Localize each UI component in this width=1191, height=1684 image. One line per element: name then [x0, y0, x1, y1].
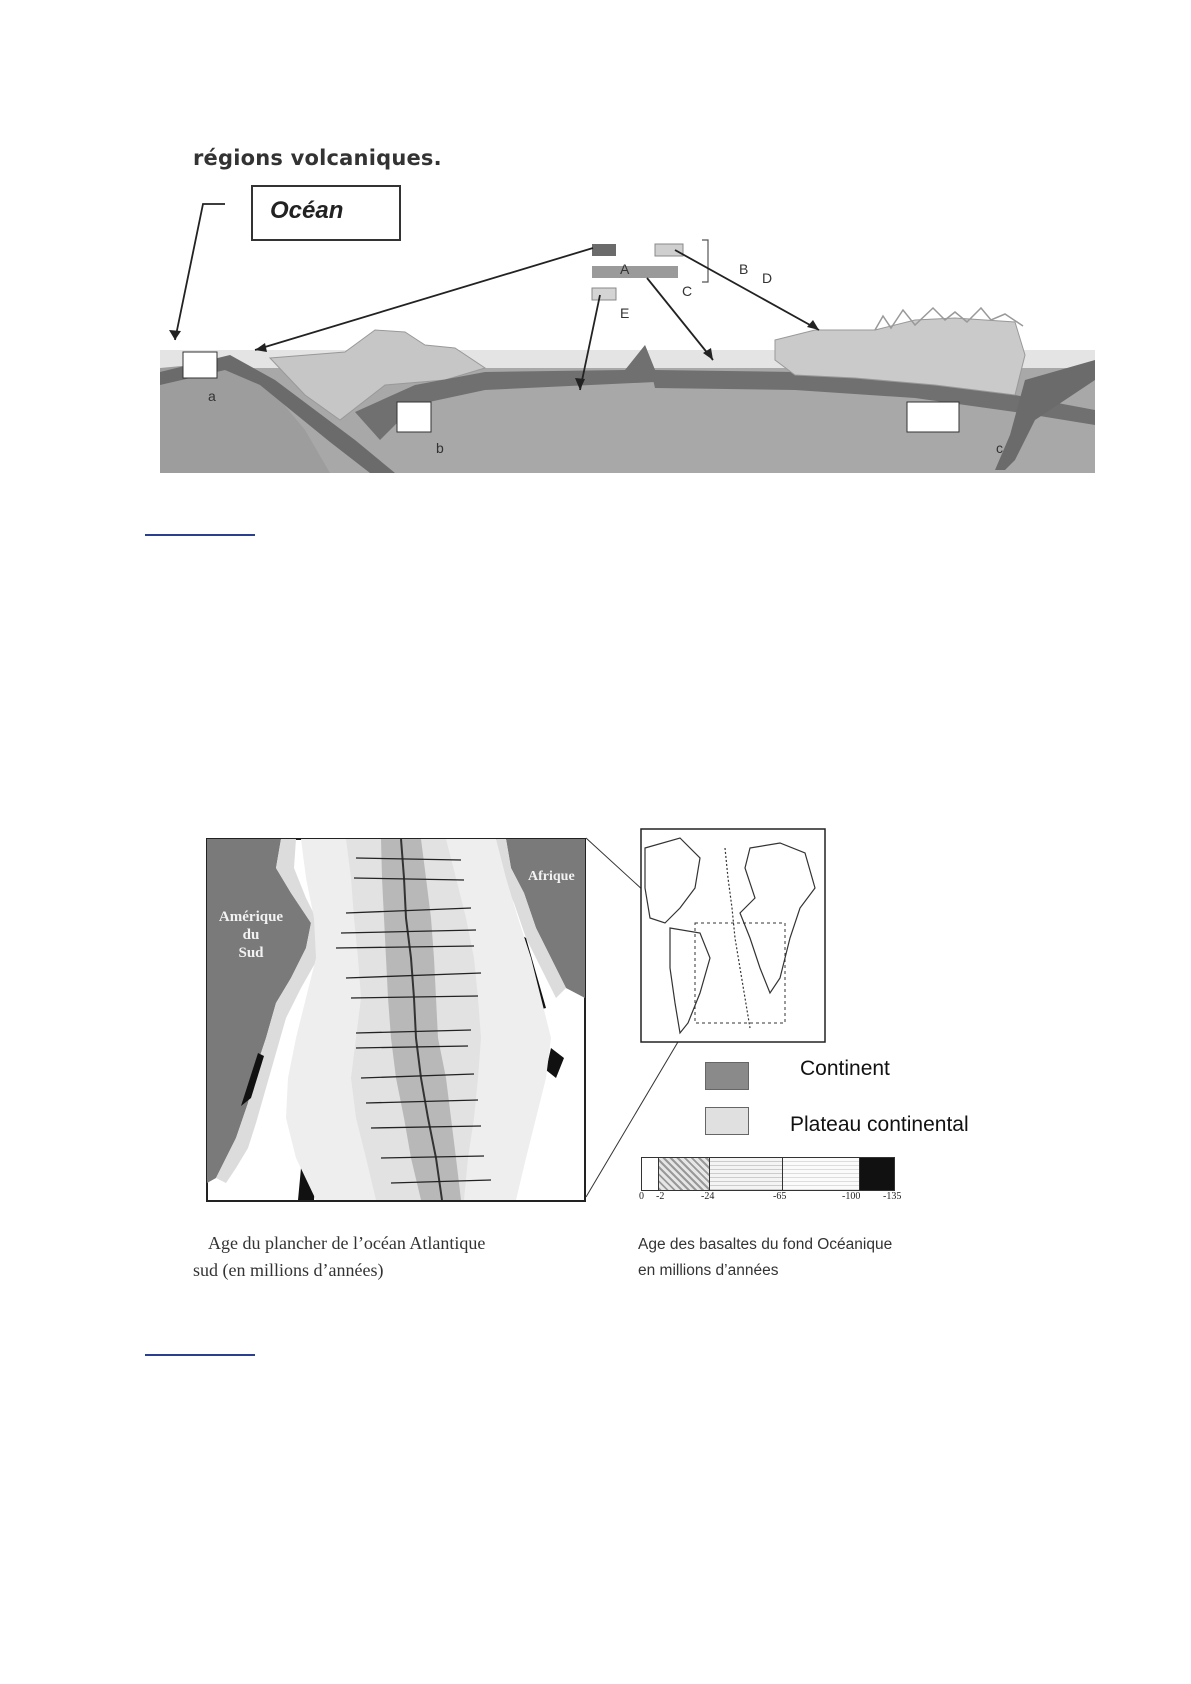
scale-tick-2: -2: [656, 1191, 665, 1202]
section-separator-1: [145, 534, 255, 536]
scale-segment-2-24: [659, 1158, 710, 1190]
box-a: [183, 352, 217, 378]
scale-tick-65: -65: [773, 1191, 787, 1202]
label-africa: Afrique: [528, 869, 575, 884]
legend-swatch-e: [592, 288, 616, 300]
world-map-inset: [640, 828, 826, 1043]
legend-swatch-a: [592, 244, 616, 256]
caption-left-line1: Age du plancher de l’océan Atlantique: [208, 1233, 486, 1253]
caption-right-line2: en millions d’années: [638, 1262, 779, 1279]
scale-segment-100-135: [860, 1158, 894, 1190]
label-south-america: Amérique du Sud: [218, 909, 284, 961]
age-scale-bar: [641, 1157, 895, 1191]
legend-label-continent: Continent: [800, 1057, 890, 1080]
caption-left-line2: sud (en millions d’années): [193, 1260, 384, 1280]
legend-swatch-c: [592, 266, 678, 278]
scale-segment-65-100: [783, 1158, 860, 1190]
box-label-b: b: [436, 440, 444, 456]
box-b: [397, 402, 431, 432]
legend-label-plateau: Plateau continental: [790, 1113, 969, 1136]
arrow-c-to-right-plate: [647, 278, 713, 360]
section-separator-2: [145, 1354, 255, 1356]
arrowhead-ocean: [169, 330, 181, 340]
legend-label-c: C: [682, 283, 693, 299]
scale-segment-24-65: [710, 1158, 783, 1190]
arrow-ocean-to-a: [175, 204, 225, 340]
scale-tick-135: -135: [883, 1191, 902, 1202]
box-label-a: a: [208, 388, 216, 404]
scale-tick-0: 0: [639, 1191, 644, 1202]
atlantic-seafloor-age-map: [206, 838, 586, 1202]
scale-tick-100: -100: [842, 1191, 861, 1202]
legend-label-e: E: [620, 305, 630, 321]
arrowhead-b: [807, 320, 819, 330]
legend-swatch-b: [655, 244, 683, 256]
caption-right-line1: Age des basaltes du fond Océanique: [638, 1236, 893, 1253]
arrow-a-to-left-slab: [255, 248, 593, 350]
box-label-c: c: [996, 440, 1003, 456]
legend-label-b: B: [739, 261, 749, 277]
legend-brace-d: [702, 240, 708, 282]
box-c: [907, 402, 959, 432]
scale-segment-0-2: [642, 1158, 659, 1190]
legend-swatch-plateau: [705, 1107, 749, 1135]
ocean-label: Océan: [270, 197, 344, 224]
legend-label-a: A: [620, 261, 630, 277]
legend-label-d: D: [762, 270, 773, 286]
scale-tick-24: -24: [701, 1191, 715, 1202]
legend-swatch-continent: [705, 1062, 749, 1090]
section-heading: régions volcaniques.: [193, 146, 442, 170]
